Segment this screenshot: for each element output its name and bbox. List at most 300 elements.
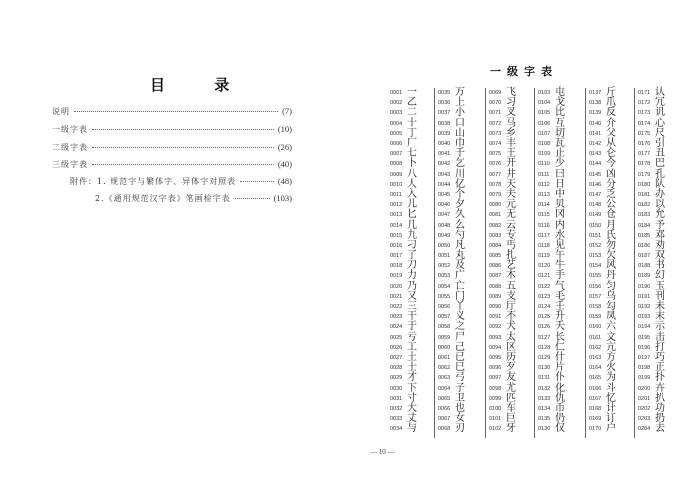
toc-label: 说明 <box>52 107 70 116</box>
entry-number: 0024 <box>390 324 403 331</box>
entry-character: 刃 <box>455 423 465 435</box>
entry-character: 刊 <box>655 290 665 302</box>
entry-character: 己 <box>455 341 465 353</box>
toc-entry-level3[interactable] <box>52 159 292 171</box>
entry-number: 0058 <box>438 324 451 331</box>
character-entry <box>489 424 534 434</box>
toc-leader-dots <box>240 181 274 182</box>
entry-number: 0054 <box>438 283 451 290</box>
entry-number: 0161 <box>589 334 602 341</box>
character-entry <box>589 210 634 220</box>
toc-entry-appendix-1[interactable] <box>70 176 292 188</box>
entry-number: 0148 <box>589 202 602 209</box>
entry-character: 小 <box>455 107 465 119</box>
entry-character: 七 <box>407 148 417 160</box>
entry-number: 0159 <box>589 314 602 321</box>
entry-character: 又 <box>407 290 417 302</box>
character-entry <box>438 322 485 332</box>
entry-number: 0073 <box>489 130 502 137</box>
entry-character: 凡 <box>455 239 465 251</box>
entry-character: 乡 <box>506 127 516 139</box>
entry-number: 0030 <box>390 385 403 392</box>
toc-label: 三级字表 <box>52 160 88 169</box>
entry-number: 0107 <box>538 130 551 137</box>
entry-number: 0141 <box>589 130 602 137</box>
column-5 <box>585 88 634 438</box>
entry-character: 办 <box>655 188 665 200</box>
entry-number: 0083 <box>489 232 502 239</box>
entry-number: 0056 <box>438 304 451 311</box>
entry-number: 0026 <box>390 344 403 351</box>
character-entry <box>438 210 485 220</box>
entry-number: 0143 <box>589 151 602 158</box>
entry-number: 0028 <box>390 365 403 372</box>
entry-number: 0177 <box>638 151 651 158</box>
entry-number: 0122 <box>538 283 551 290</box>
entry-number: 0151 <box>589 232 602 239</box>
entry-character: 力 <box>407 270 417 282</box>
entry-character: 专 <box>506 229 516 241</box>
entry-character: 丑 <box>655 148 665 160</box>
character-entry <box>390 424 434 434</box>
entry-character: 凶 <box>606 168 616 180</box>
entry-number: 0065 <box>438 395 451 402</box>
entry-number: 0077 <box>489 171 502 178</box>
entry-number: 0204 <box>638 426 651 433</box>
entry-character: 仅 <box>555 423 565 435</box>
entry-number: 0179 <box>638 171 651 178</box>
entry-character: 丫 <box>455 301 465 313</box>
entry-character: 邓 <box>655 229 665 241</box>
entry-number: 0071 <box>489 110 502 117</box>
entry-character: 切 <box>555 127 565 139</box>
entry-number: 0022 <box>390 304 403 311</box>
character-entry <box>390 210 434 220</box>
entry-character: 氏 <box>606 229 616 241</box>
entry-number: 0167 <box>589 395 602 402</box>
entry-number: 0172 <box>638 100 651 107</box>
toc-page: (10) <box>277 124 292 134</box>
entry-character: 夫 <box>506 188 516 200</box>
entry-number: 0089 <box>489 293 502 300</box>
entry-number: 0042 <box>438 161 451 168</box>
entry-character: 巾 <box>455 138 465 150</box>
entry-number: 0052 <box>438 263 451 270</box>
entry-character: 爪 <box>606 97 616 109</box>
entry-number: 0049 <box>438 232 451 239</box>
entry-character: 上 <box>455 97 465 109</box>
entry-character: 川 <box>455 168 465 180</box>
entry-number: 0096 <box>489 365 502 372</box>
toc-page: (48) <box>277 176 292 186</box>
entry-character: 木 <box>506 270 516 282</box>
entry-character: 艺 <box>506 260 516 272</box>
entry-number: 0037 <box>438 110 451 117</box>
character-entry <box>390 159 434 169</box>
entry-number: 0084 <box>489 242 502 249</box>
entry-character: 六 <box>606 321 616 333</box>
entry-character: 口 <box>455 117 465 129</box>
entry-character: 扒 <box>655 392 665 404</box>
entry-character: 允 <box>655 209 665 221</box>
entry-character: 卜 <box>407 158 417 170</box>
entry-character: 丹 <box>606 270 616 282</box>
entry-number: 0035 <box>438 90 451 97</box>
entry-number: 0087 <box>489 273 502 280</box>
entry-number: 0102 <box>489 426 502 433</box>
column-6 <box>634 88 683 438</box>
entry-number: 0203 <box>638 416 651 423</box>
entry-character: 手 <box>555 270 565 282</box>
entry-character: 个 <box>455 188 465 200</box>
character-entry <box>538 322 585 332</box>
entry-character: 化 <box>555 382 565 394</box>
entry-character: 公 <box>606 199 616 211</box>
entry-character: 贝 <box>555 199 565 211</box>
toc-label: 一级字表 <box>52 125 88 134</box>
entry-character: 牙 <box>506 423 516 435</box>
entry-number: 0111 <box>538 171 550 178</box>
entry-character: 天 <box>506 178 516 190</box>
entry-character: 乌 <box>606 290 616 302</box>
entry-number: 0019 <box>390 273 403 280</box>
entry-character: 打 <box>655 341 665 353</box>
entry-character: 夕 <box>455 199 465 211</box>
entry-character: 卫 <box>455 392 465 404</box>
entry-number: 0060 <box>438 344 451 351</box>
entry-character: 儿 <box>407 199 417 211</box>
entry-character: 月 <box>606 219 616 231</box>
entry-number: 0164 <box>589 365 602 372</box>
character-entry <box>538 210 585 220</box>
toc-leader-dots <box>92 129 274 130</box>
entry-character: 火 <box>606 362 616 374</box>
entry-character: 尸 <box>455 331 465 343</box>
entry-number: 0199 <box>638 375 651 382</box>
entry-number: 0181 <box>638 191 651 198</box>
entry-character: 女 <box>455 413 465 425</box>
entry-number: 0117 <box>538 232 550 239</box>
character-entry <box>489 322 534 332</box>
entry-number: 0190 <box>638 283 651 290</box>
entry-character: 去 <box>655 423 665 435</box>
entry-character: 亏 <box>407 331 417 343</box>
entry-character: 孔 <box>655 168 665 180</box>
entry-character: 乏 <box>606 188 616 200</box>
entry-character: 冈 <box>555 209 565 221</box>
entry-character: 币 <box>555 402 565 414</box>
entry-number: 0155 <box>589 273 602 280</box>
entry-number: 0023 <box>390 314 403 321</box>
entry-number: 0034 <box>390 426 403 433</box>
entry-number: 0135 <box>538 416 551 423</box>
entry-character: 云 <box>506 219 516 231</box>
entry-number: 0133 <box>538 395 551 402</box>
entry-character: 八 <box>407 168 417 180</box>
entry-number: 0085 <box>489 253 502 260</box>
entry-character: 太 <box>506 331 516 343</box>
entry-number: 0064 <box>438 385 451 392</box>
entry-character: 斤 <box>606 87 616 99</box>
entry-character: 广 <box>455 270 465 282</box>
entry-character: 大 <box>407 402 417 414</box>
entry-character: 末 <box>655 311 665 323</box>
entry-number: 0046 <box>438 202 451 209</box>
character-entry <box>390 373 434 383</box>
entry-character: 工 <box>407 341 417 353</box>
entry-number: 0195 <box>638 334 651 341</box>
entry-number: 0004 <box>390 120 403 127</box>
entry-character: 九 <box>407 229 417 241</box>
entry-character: 文 <box>606 331 616 343</box>
entry-number: 0173 <box>638 110 651 117</box>
character-entry <box>489 159 534 169</box>
entry-character: 扔 <box>655 413 665 425</box>
entry-number: 0106 <box>538 120 551 127</box>
toc-label: 二级字表 <box>52 143 88 152</box>
entry-number: 0142 <box>589 141 602 148</box>
entry-character: 王 <box>506 148 516 160</box>
entry-number: 0186 <box>638 242 651 249</box>
entry-character: 么 <box>455 219 465 231</box>
character-entry <box>589 373 634 383</box>
entry-character: 毛 <box>555 290 565 302</box>
entry-number: 0188 <box>638 263 651 270</box>
character-entry <box>638 159 683 169</box>
entry-character: 叉 <box>506 107 516 119</box>
entry-number: 0140 <box>589 120 602 127</box>
entry-character: 千 <box>455 148 465 160</box>
entry-character: 什 <box>555 351 565 363</box>
entry-number: 0016 <box>390 242 403 249</box>
entry-character: 夭 <box>555 321 565 333</box>
entry-number: 0070 <box>489 100 502 107</box>
entry-character: 匕 <box>407 209 417 221</box>
entry-number: 0044 <box>438 181 451 188</box>
entry-character: 厂 <box>407 138 417 150</box>
entry-character: 土 <box>407 351 417 363</box>
entry-number: 0032 <box>390 405 403 412</box>
entry-character: 友 <box>506 372 516 384</box>
character-entry <box>538 159 585 169</box>
entry-number: 0012 <box>390 202 403 209</box>
entry-character: 习 <box>506 97 516 109</box>
entry-number: 0124 <box>538 304 551 311</box>
entry-number: 0125 <box>538 314 551 321</box>
entry-character: 方 <box>606 351 616 363</box>
entry-character: 心 <box>655 117 665 129</box>
entry-number: 0157 <box>589 293 602 300</box>
entry-number: 0059 <box>438 334 451 341</box>
entry-number: 0116 <box>538 222 550 229</box>
entry-character: 午 <box>555 250 565 262</box>
entry-character: 以 <box>655 199 665 211</box>
entry-character: 尤 <box>506 382 516 394</box>
entry-number: 0134 <box>538 405 551 412</box>
entry-number: 0166 <box>589 385 602 392</box>
entry-character: 丁 <box>407 127 417 139</box>
entry-number: 0013 <box>390 212 403 219</box>
entry-character: 巧 <box>655 351 665 363</box>
entry-character: 歹 <box>506 362 516 374</box>
entry-character: 尺 <box>655 127 665 139</box>
entry-number: 0021 <box>390 293 403 300</box>
toc-entry-level2[interactable] <box>52 142 292 154</box>
entry-character: 未 <box>655 301 665 313</box>
entry-number: 0003 <box>390 110 403 117</box>
entry-character: 书 <box>655 260 665 272</box>
toc-entry-explanation[interactable] <box>52 106 292 118</box>
entry-character: 元 <box>506 199 516 211</box>
entry-number: 0198 <box>638 365 651 372</box>
entry-character: 下 <box>407 382 417 394</box>
entry-number: 0061 <box>438 354 451 361</box>
toc-entry-appendix-2[interactable] <box>95 193 292 205</box>
entry-number: 0146 <box>589 181 602 188</box>
entry-number: 0053 <box>438 273 451 280</box>
entry-character: 人 <box>407 178 417 190</box>
entry-character: 干 <box>407 311 417 323</box>
column-1 <box>390 88 434 438</box>
entry-number: 0113 <box>538 191 550 198</box>
entry-number: 0108 <box>538 141 551 148</box>
entry-number: 0090 <box>489 304 502 311</box>
entry-character: 匀 <box>606 280 616 292</box>
entry-number: 0112 <box>538 181 550 188</box>
entry-number: 0129 <box>538 354 551 361</box>
entry-character: 井 <box>506 168 516 180</box>
entry-number: 0002 <box>390 100 403 107</box>
entry-number: 0174 <box>638 120 651 127</box>
entry-number: 0062 <box>438 365 451 372</box>
entry-character: 于 <box>407 321 417 333</box>
toc-title: 目 录 <box>150 76 252 94</box>
entry-character: 戈 <box>555 97 565 109</box>
entry-number: 0150 <box>589 222 602 229</box>
entry-character: 曰 <box>555 168 565 180</box>
entry-number: 0101 <box>489 416 502 423</box>
entry-character: 飞 <box>506 87 516 99</box>
character-entry <box>589 424 634 434</box>
entry-character: 开 <box>506 158 516 170</box>
entry-number: 0048 <box>438 222 451 229</box>
entry-character: 引 <box>655 138 665 150</box>
entry-character: 从 <box>606 138 616 150</box>
toc-label: 2.《通用规范汉字表》笔画检字表 <box>95 194 231 203</box>
entry-number: 0131 <box>538 375 551 382</box>
entry-character: 壬 <box>555 301 565 313</box>
entry-character: 片 <box>555 362 565 374</box>
entry-character: 乙 <box>407 97 417 109</box>
entry-number: 0043 <box>438 171 451 178</box>
entry-number: 0171 <box>638 90 651 97</box>
character-entry <box>638 424 683 434</box>
entry-number: 0098 <box>489 385 502 392</box>
entry-character: 幻 <box>655 270 665 282</box>
entry-character: 讥 <box>655 107 665 119</box>
entry-number: 0153 <box>589 253 602 260</box>
entry-character: 仍 <box>555 413 565 425</box>
toc-leader-dots <box>92 147 274 148</box>
entry-character: 厅 <box>506 301 516 313</box>
entry-number: 0015 <box>390 232 403 239</box>
entry-character: 日 <box>555 178 565 190</box>
character-columns <box>390 88 683 438</box>
character-entry <box>438 159 485 169</box>
entry-character: 反 <box>606 107 616 119</box>
entry-number: 0063 <box>438 375 451 382</box>
entry-number: 0149 <box>589 212 602 219</box>
entry-number: 0040 <box>438 141 451 148</box>
entry-character: 马 <box>506 117 516 129</box>
entry-character: 勺 <box>455 229 465 241</box>
entry-number: 0109 <box>538 151 551 158</box>
entry-number: 0039 <box>438 130 451 137</box>
entry-number: 0162 <box>589 344 602 351</box>
page-number: — 10 — <box>370 448 395 456</box>
toc-page: (26) <box>277 142 292 152</box>
entry-character: 劝 <box>655 239 665 251</box>
entry-number: 0027 <box>390 354 403 361</box>
entry-character: 山 <box>455 127 465 139</box>
entry-character: 仆 <box>555 372 565 384</box>
entry-character: 区 <box>506 341 516 353</box>
entry-character: 刁 <box>407 239 417 251</box>
entry-number: 0192 <box>638 304 651 311</box>
entry-number: 0095 <box>489 354 502 361</box>
character-entry <box>390 322 434 332</box>
entry-number: 0014 <box>390 222 403 229</box>
entry-character: 万 <box>455 87 465 99</box>
column-2 <box>434 88 485 438</box>
entry-character: 亡 <box>455 280 465 292</box>
entry-number: 0123 <box>538 293 551 300</box>
entry-number: 0156 <box>589 283 602 290</box>
entry-character: 子 <box>455 382 465 394</box>
entry-number: 0074 <box>489 141 502 148</box>
toc-entry-level1[interactable] <box>52 124 292 136</box>
entry-character: 正 <box>655 362 665 374</box>
entry-character: 分 <box>606 178 616 190</box>
entry-number: 0114 <box>538 202 550 209</box>
entry-number: 0196 <box>638 344 651 351</box>
entry-character: 气 <box>555 280 565 292</box>
entry-number: 0183 <box>638 212 651 219</box>
entry-character: 一 <box>407 87 417 99</box>
entry-number: 0088 <box>489 283 502 290</box>
entry-character: 击 <box>655 331 665 343</box>
character-entry <box>638 322 683 332</box>
entry-character: 车 <box>506 402 516 414</box>
entry-character: 丸 <box>455 250 465 262</box>
entry-number: 0118 <box>538 242 550 249</box>
entry-number: 0121 <box>538 273 551 280</box>
entry-number: 0006 <box>390 141 403 148</box>
entry-number: 0200 <box>638 385 651 392</box>
entry-number: 0086 <box>489 263 502 270</box>
entry-number: 0041 <box>438 151 451 158</box>
entry-character: 予 <box>655 219 665 231</box>
entry-number: 0180 <box>638 181 651 188</box>
character-entry <box>589 322 634 332</box>
entry-number: 0018 <box>390 263 403 270</box>
entry-number: 0128 <box>538 344 551 351</box>
entry-number: 0145 <box>589 171 602 178</box>
entry-number: 0136 <box>538 426 551 433</box>
entry-character: 刀 <box>407 260 417 272</box>
entry-number: 0078 <box>489 181 502 188</box>
entry-character: 五 <box>506 280 516 292</box>
